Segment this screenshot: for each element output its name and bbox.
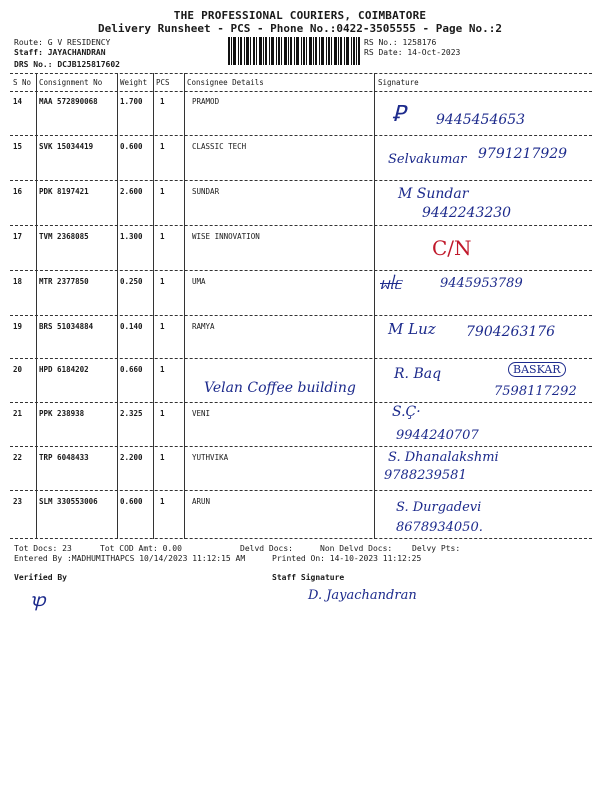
row-sno: 20 [13,365,23,374]
row-pcs: 1 [160,453,165,462]
row-weight: 1.700 [120,97,143,106]
drs-value: DCJB125817602 [57,60,120,69]
barcode [228,37,360,65]
row-divider [10,270,592,271]
rs-no-value: 1258176 [402,38,437,47]
row-pcs: 1 [160,142,165,151]
row-pcs: 1 [160,277,165,286]
row-sno: 19 [13,322,23,331]
row-consignment: TRP 6048433 [39,453,89,462]
footer-delvd-docs: Delvd Docs: [240,544,293,553]
row-sno: 18 [13,277,23,286]
row-weight: 2.600 [120,187,143,196]
row-consignee: YUTHVIKA [192,453,229,462]
verified-by-label: Verified By [14,573,67,582]
row-weight: 0.140 [120,322,143,331]
col-header-sno: S No [13,78,32,87]
row-sno: 17 [13,232,23,241]
footer-entered-by: Entered By :MADHUMITHAPCS 10/14/2023 11:12:15 AM [14,554,246,563]
col-divider [184,73,185,539]
row-weight: 1.300 [120,232,143,241]
row-consignment: PPK 238938 [39,409,85,418]
row-consignment: SVK 15034419 [39,142,94,151]
row-weight: 0.600 [120,497,143,506]
handwritten-name: S. Dhanalakshmi [388,450,499,465]
row-pcs: 1 [160,409,165,418]
col-divider [153,73,154,539]
footer-delvy-pts: Delvy Pts: [412,544,461,553]
staff-line [14,47,106,58]
table-top-divider [10,73,592,74]
staff-value: JAYACHANDRAN [47,48,106,57]
col-divider [36,73,37,539]
row-sno: 16 [13,187,23,196]
row-consignee: VENI [192,409,211,418]
handwritten-phone: 7904263176 [466,324,556,340]
row-pcs: 1 [160,497,165,506]
row-divider [10,358,592,359]
header-divider [10,91,592,92]
row-weight: 0.600 [120,142,143,151]
row-weight: 2.200 [120,453,143,462]
row-consignment: BRS 51034884 [39,322,94,331]
signature-scribble: Ꝑ [392,102,406,127]
row-pcs: 1 [160,232,165,241]
row-divider [10,402,592,403]
handwritten-address-note: Velan Coffee building [204,380,356,396]
handwritten-phone: 9445454653 [436,112,526,128]
col-header-signature: Signature [378,78,419,87]
handwritten-phone: 9944240707 [396,428,479,443]
staff-handwritten-signature: D. Jayachandran [308,588,417,603]
handwritten-cn-mark: C/N [432,236,472,260]
row-weight: 0.250 [120,277,143,286]
signature-scribble: R. Baq [394,366,442,382]
row-consignee: SUNDAR [192,187,220,196]
row-pcs: 1 [160,97,165,106]
staff-label: Staff: [14,48,43,57]
col-header-consignment: Consignment No [39,78,103,87]
row-pcs: 1 [160,322,165,331]
handwritten-phone: 9445953789 [440,276,523,291]
handwritten-name: M Sundar [398,186,469,202]
col-header-weight: Weight [120,78,148,87]
row-sno: 22 [13,453,23,462]
row-consignee: RAMYA [192,322,215,331]
handwritten-name: Selvakumar [388,152,467,167]
handwritten-name: S. Durgadevi [396,500,482,515]
row-sno: 15 [13,142,23,151]
rs-date-value: 14-Oct-2023 [407,48,461,57]
handwritten-phone: 8678934050. [396,520,483,535]
col-divider [117,73,118,539]
row-consignee: UMA [192,277,206,286]
staff-signature-label: Staff Signature [272,573,345,582]
row-consignment: SLM 330553006 [39,497,98,506]
row-sno: 21 [13,409,23,418]
col-header-consignee: Consignee Details [187,78,264,87]
table-bottom-divider [10,538,592,539]
handwritten-name: BASKAR [508,362,566,377]
row-divider [10,180,592,181]
rs-date-line [364,47,460,58]
col-header-pcs: PCS [156,78,170,87]
row-pcs: 1 [160,365,165,374]
footer-non-delvd-docs: Non Delvd Docs: [320,544,393,553]
row-consignee: PRAMOD [192,97,220,106]
drs-label: DRS No.: [14,60,53,69]
row-consignment: MAA 572890068 [39,97,98,106]
row-consignment: MTR 2377850 [39,277,89,286]
rs-no-label: RS No.: [364,38,398,47]
signature-scribble: S.Ç· [392,404,421,420]
row-divider [10,135,592,136]
row-weight: 0.660 [120,365,143,374]
footer-tot-docs: Tot Docs: 23 [14,544,72,553]
row-consignment: TVM 2368085 [39,232,89,241]
handwritten-phone: 9788239581 [384,468,467,483]
row-divider [10,490,592,491]
handwritten-phone: 9791217929 [478,146,568,162]
handwritten-phone: 7598117292 [494,384,577,399]
row-consignment: PDK 8197421 [39,187,89,196]
page-subtitle: Delivery Runsheet - PCS - Phone No.:0422-3505555 - Page No.:2 [98,22,502,35]
signature-scribble: ᥕᥣᥴ [380,274,402,293]
row-sno: 23 [13,497,23,506]
row-consignee: CLASSIC TECH [192,142,247,151]
handwritten-phone: 9442243230 [422,205,512,221]
row-weight: 2.325 [120,409,143,418]
row-consignment: HPD 6184202 [39,365,89,374]
row-sno: 14 [13,97,23,106]
verifier-signature-scribble: ꝕ [30,590,46,611]
handwritten-name: M Luz [388,320,436,338]
drs-line [14,59,120,70]
page-title: THE PROFESSIONAL COURIERS, COIMBATORE [173,9,427,22]
row-divider [10,225,592,226]
footer-tot-cod: Tot COD Amt: 0.00 [100,544,182,553]
col-divider [374,73,375,539]
footer-printed-on: Printed On: 14-10-2023 11:12:25 [272,554,422,563]
route-label: Route: [14,38,43,47]
row-consignee: ARUN [192,497,211,506]
row-consignee: WISE INNOVATION [192,232,260,241]
row-divider [10,446,592,447]
route-value: G V RESIDENCY [47,38,111,47]
row-pcs: 1 [160,187,165,196]
row-divider [10,315,592,316]
rs-date-label: RS Date: [364,48,403,57]
